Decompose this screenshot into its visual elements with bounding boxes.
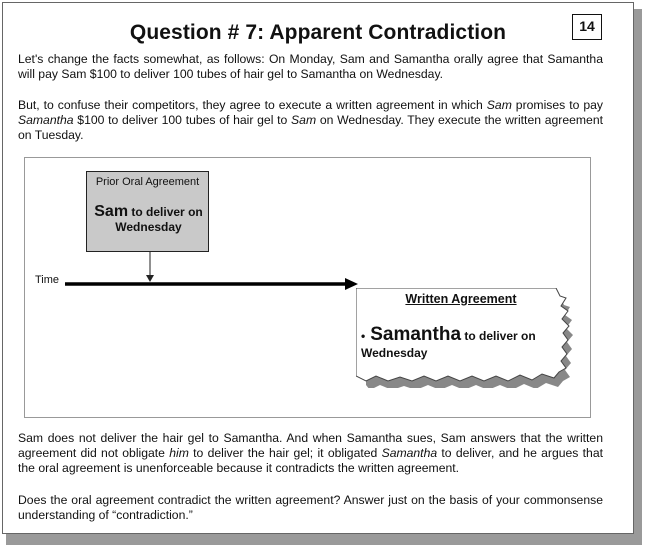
written-agreement-box (356, 288, 574, 388)
prior-oral-agreement-box (86, 171, 209, 252)
italic-samantha: Samantha (381, 446, 438, 460)
written-box-title: Written Agreement (405, 292, 517, 306)
text-span: to deliver, and he argues that the oral agreement is unenforceable because it contradicts the written agreement. (18, 446, 603, 475)
text-span: But, to confuse their competitors, they agree to execute a written agreement in which (18, 98, 487, 112)
paragraph-written-agreement (18, 98, 603, 143)
oral-box-text: to deliver on Wednesday (115, 205, 203, 234)
bullet-glyph: • (361, 329, 366, 343)
written-box-text: to deliver on Wednesday (361, 329, 536, 360)
text-span: to deliver the hair gel; it obligated (188, 446, 382, 460)
oral-box-name: Sam (94, 203, 129, 220)
slide-page (2, 2, 634, 534)
paragraph-lawsuit (18, 431, 603, 476)
text-span: Sam does not deliver the hair gel to Samantha. And when Samantha sues, Sam answers that the written agreement did not obligate (18, 431, 603, 460)
time-label: Time (35, 274, 60, 286)
italic-sam: Sam (486, 98, 512, 112)
oral-box-title: Prior Oral Agreement (95, 176, 200, 188)
written-box-name: Samantha (370, 324, 462, 345)
text-span: $100 to deliver 100 tubes of hair gel to (73, 113, 292, 127)
timeline-diagram (24, 157, 591, 418)
italic-sam: Sam (291, 113, 317, 127)
text-span: promises to pay (511, 98, 603, 112)
written-box-body (361, 326, 566, 362)
italic-samantha: Samantha (18, 113, 74, 127)
italic-him: him (169, 446, 189, 460)
page-title: Question # 7: Apparent Contradiction (129, 21, 507, 44)
paragraph-facts: Let's change the facts somewhat, as follows: On Monday, Sam and Samantha orally agree that Samantha will pay Sam $100 to deliver 100 tubes of hair gel to Samantha on Wednesday. (18, 52, 603, 81)
oral-box-body (91, 204, 206, 235)
text-span: on Wednesday. They execute the written agreement on Tuesday. (18, 113, 603, 142)
page-number-box: 14 (572, 14, 602, 40)
paragraph-question: Does the oral agreement contradict the written agreement? Answer just on the basis of your commonsense understanding of “contradiction.” (18, 493, 603, 522)
down-arrow-head (146, 275, 154, 282)
